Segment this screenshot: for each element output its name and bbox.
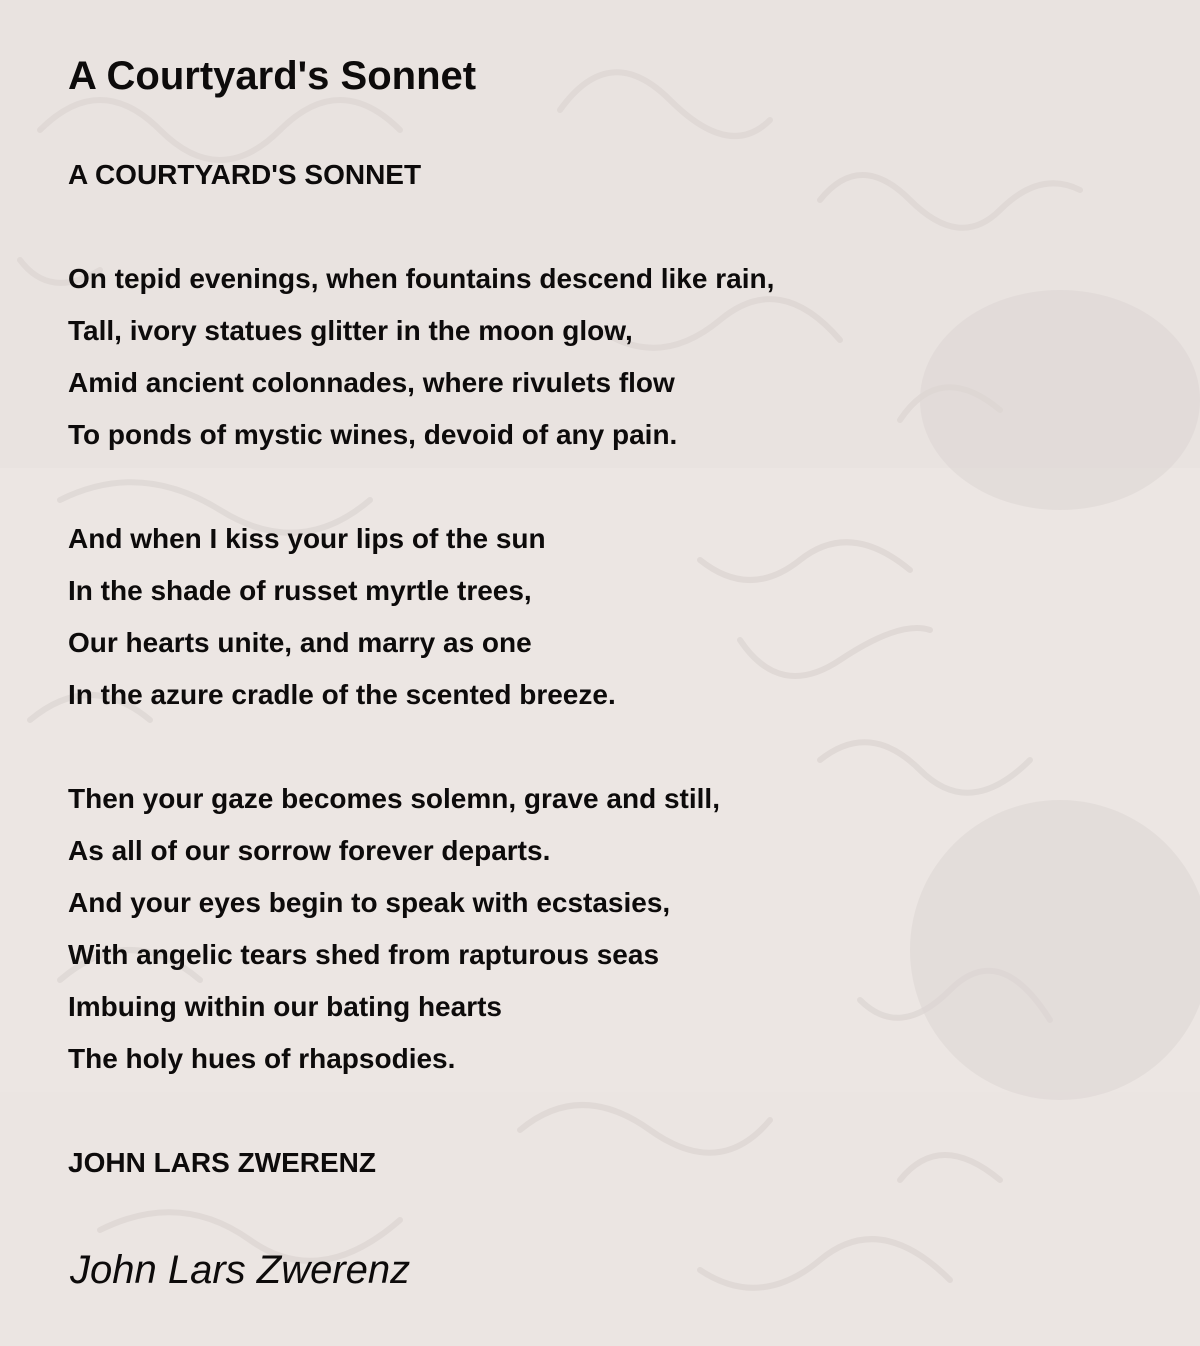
poem-line: Our hearts unite, and marry as one [68,627,532,658]
poem-line: Then your gaze becomes solemn, grave and still, [68,783,720,814]
stanza-1 [68,253,774,461]
poem-line: The holy hues of rhapsodies. [68,1043,456,1074]
page-title: A Courtyard's Sonnet [68,54,477,98]
poem-line: And your eyes begin to speak with ecstasies, [68,887,671,918]
poem-heading: A COURTYARD'S SONNET [68,159,422,190]
stanza-3 [68,773,720,1085]
poem-line: In the shade of russet myrtle trees, [68,575,532,606]
poem-line: Imbuing within our bating hearts [68,991,502,1022]
author-caps: JOHN LARS ZWERENZ [68,1147,376,1178]
poem-line: On tepid evenings, when fountains descend like rain, [68,263,775,294]
poem-line: As all of our sorrow forever departs. [68,835,551,866]
poem-line: Amid ancient colonnades, where rivulets flow [68,367,675,398]
poem-line: And when I kiss your lips of the sun [68,523,546,554]
poem-line: In the azure cradle of the scented breeze. [68,679,616,710]
stanza-2 [68,513,616,721]
poem-line: With angelic tears shed from rapturous seas [68,939,660,970]
poem-line: To ponds of mystic wines, devoid of any pain. [68,419,678,450]
author-name: John Lars Zwerenz [70,1248,411,1292]
poem-line: Tall, ivory statues glitter in the moon glow, [68,315,633,346]
